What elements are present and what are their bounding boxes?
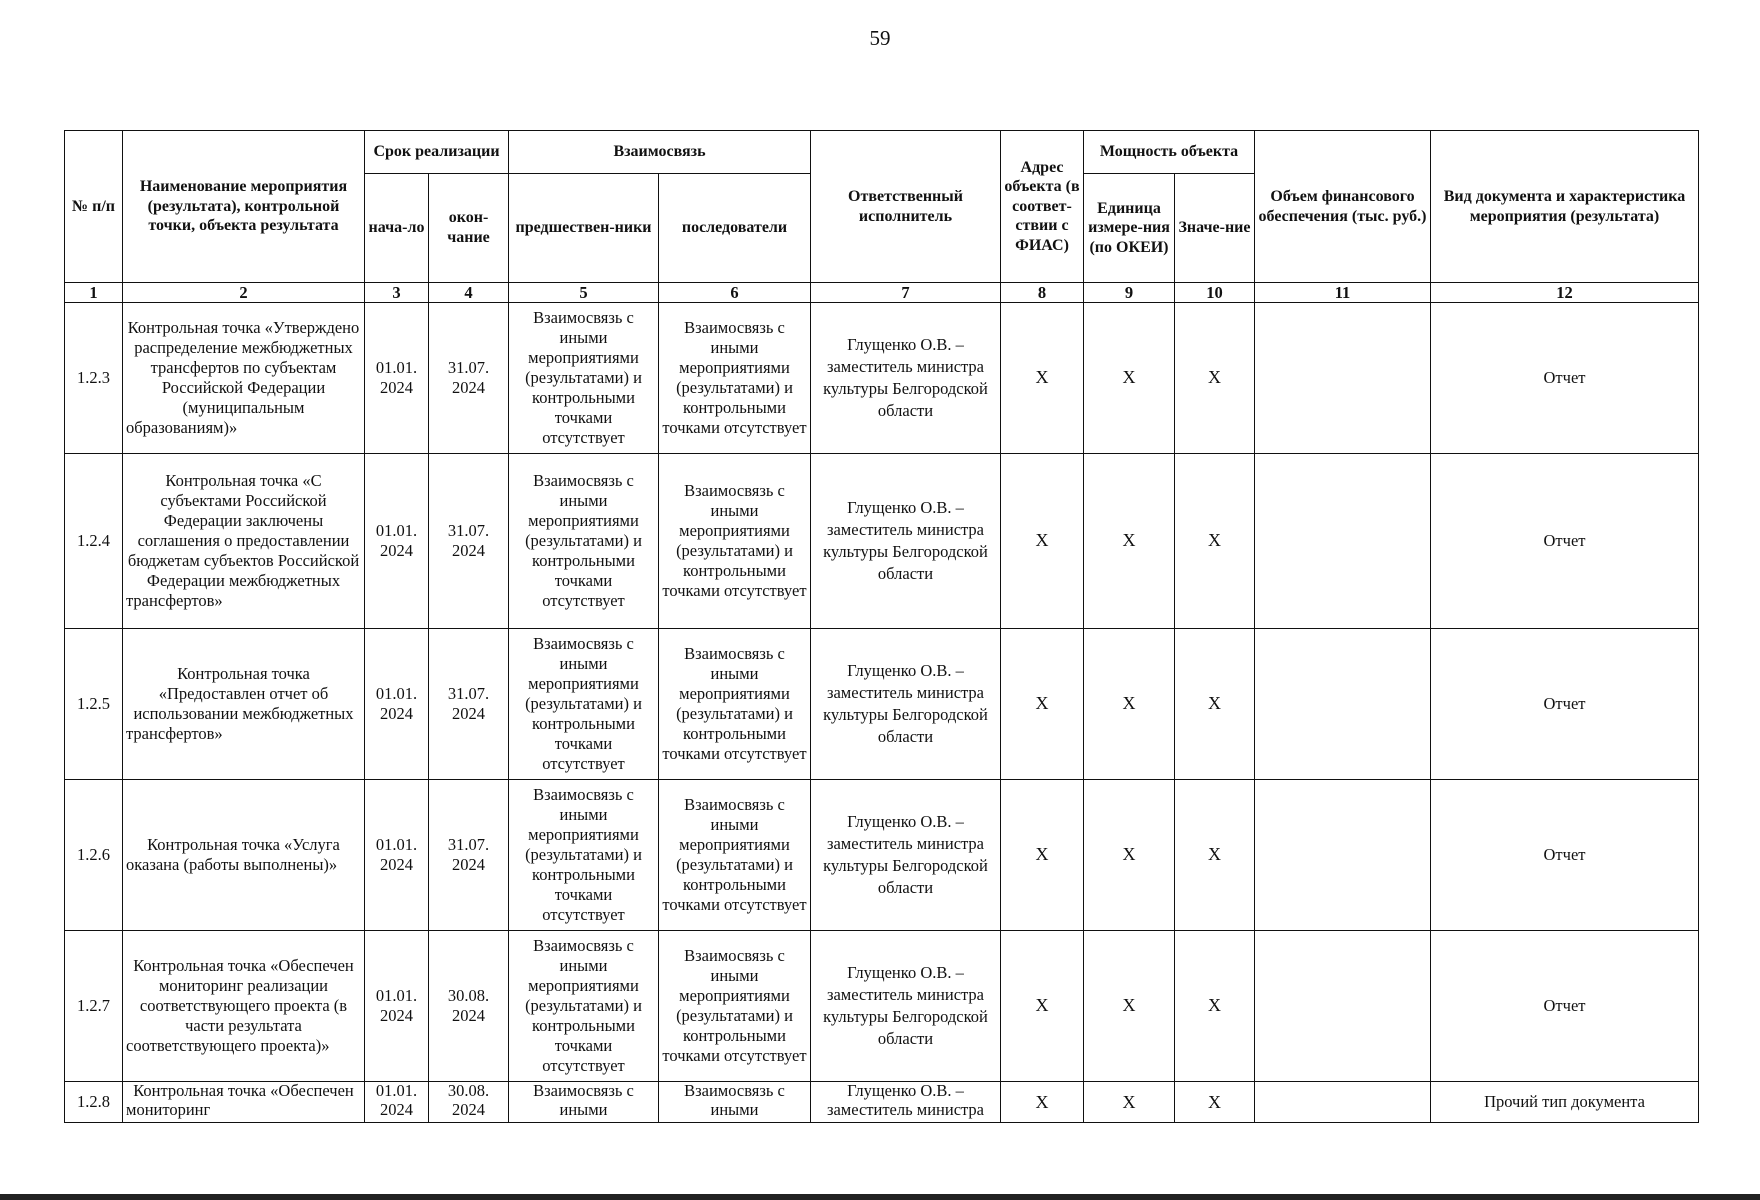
- row-post: Взаимосвязь с иными мероприятиями (результатами) и контрольными точками отсутствует: [659, 303, 811, 454]
- column-number: 6: [659, 283, 811, 303]
- row-post: Взаимосвязь с иными мероприятиями (результатами) и контрольными точками отсутствует: [659, 931, 811, 1082]
- row-addr: X: [1001, 454, 1084, 629]
- row-num: 1.2.3: [65, 303, 123, 454]
- row-end: 31.07. 2024: [429, 629, 509, 780]
- header-value: Значе-ние: [1175, 174, 1255, 283]
- column-number: 8: [1001, 283, 1084, 303]
- column-number: 1: [65, 283, 123, 303]
- table-row: [65, 931, 1699, 1082]
- row-resp: Глущенко О.В. – заместитель министра культуры Белгородской области: [811, 303, 1001, 454]
- row-num: 1.2.6: [65, 780, 123, 931]
- column-number: 2: [123, 283, 365, 303]
- row-resp: Глущенко О.В. – заместитель министра культуры Белгородской области: [811, 454, 1001, 629]
- row-start: 01.01. 2024: [365, 303, 429, 454]
- row-addr: X: [1001, 780, 1084, 931]
- header-resp: Ответственный исполнитель: [811, 131, 1001, 283]
- header-row-top: [65, 131, 1699, 174]
- row-finance: [1255, 629, 1431, 780]
- row-start: 01.01. 2024: [365, 1082, 429, 1123]
- row-unit: X: [1084, 303, 1175, 454]
- row-value: X: [1175, 629, 1255, 780]
- row-end: 31.07. 2024: [429, 303, 509, 454]
- row-end: 31.07. 2024: [429, 454, 509, 629]
- row-finance: [1255, 454, 1431, 629]
- row-unit: X: [1084, 629, 1175, 780]
- row-pred: Взаимосвязь с иными мероприятиями (результатами) и контрольными точками отсутствует: [509, 780, 659, 931]
- column-number: 12: [1431, 283, 1699, 303]
- row-num: 1.2.5: [65, 629, 123, 780]
- row-unit: X: [1084, 454, 1175, 629]
- row-unit: X: [1084, 1082, 1175, 1123]
- row-doc: Отчет: [1431, 454, 1699, 629]
- row-value: X: [1175, 780, 1255, 931]
- row-start: 01.01. 2024: [365, 780, 429, 931]
- column-number-row: [65, 283, 1699, 303]
- row-post: Взаимосвязь с иными мероприятиями (результатами) и контрольными точками отсутствует: [659, 629, 811, 780]
- row-name: Контрольная точка «Обеспечен мониторинг реализации соответствующего проекта (в части результата соответствующего проекта)»: [123, 931, 365, 1082]
- row-pred: Взаимосвязь с иными мероприятиями (результатами) и контрольными точками отсутствует: [509, 303, 659, 454]
- row-num: 1.2.8: [65, 1082, 123, 1123]
- column-number: 3: [365, 283, 429, 303]
- header-finance: Объем финансового обеспечения (тыс. руб.): [1255, 131, 1431, 283]
- table-row: [65, 303, 1699, 454]
- column-number: 4: [429, 283, 509, 303]
- column-number: 9: [1084, 283, 1175, 303]
- row-resp: Глущенко О.В. – заместитель министра: [811, 1082, 1001, 1123]
- row-doc: Отчет: [1431, 780, 1699, 931]
- table-row: [65, 629, 1699, 780]
- row-value: X: [1175, 303, 1255, 454]
- column-number: 11: [1255, 283, 1431, 303]
- table-row: [65, 780, 1699, 931]
- row-value: X: [1175, 931, 1255, 1082]
- row-resp: Глущенко О.В. – заместитель министра культуры Белгородской области: [811, 629, 1001, 780]
- row-name: Контрольная точка «С субъектами Российской Федерации заключены соглашения о предоставлении бюджетам субъектов Российской Федерации межбюджетных трансфертов»: [123, 454, 365, 629]
- row-doc: Отчет: [1431, 303, 1699, 454]
- column-number: 7: [811, 283, 1001, 303]
- plan-table: [64, 130, 1699, 1123]
- page-number: 59: [869, 26, 891, 50]
- row-name: Контрольная точка «Утверждено распределение межбюджетных трансфертов по субъектам Российской Федерации (муниципальным образованиям)»: [123, 303, 365, 454]
- scan-edge-bar: [0, 1194, 1760, 1200]
- header-doc: Вид документа и характеристика мероприятия (результата): [1431, 131, 1699, 283]
- row-unit: X: [1084, 780, 1175, 931]
- header-power: Мощность объекта: [1084, 131, 1255, 174]
- column-number: 5: [509, 283, 659, 303]
- row-name: Контрольная точка «Услуга оказана (работы выполнены)»: [123, 780, 365, 931]
- row-post: Взаимосвязь с иными мероприятиями (результатами) и контрольными точками отсутствует: [659, 454, 811, 629]
- row-resp: Глущенко О.В. – заместитель министра культуры Белгородской области: [811, 931, 1001, 1082]
- row-end: 30.08. 2024: [429, 1082, 509, 1123]
- row-finance: [1255, 780, 1431, 931]
- table-row: [65, 1082, 1699, 1123]
- row-addr: X: [1001, 1082, 1084, 1123]
- row-value: X: [1175, 454, 1255, 629]
- row-name: Контрольная точка «Предоставлен отчет об использовании межбюджетных трансфертов»: [123, 629, 365, 780]
- header-link: Взаимосвязь: [509, 131, 811, 174]
- header-num: № п/п: [65, 131, 123, 283]
- row-doc: Отчет: [1431, 629, 1699, 780]
- row-pred: Взаимосвязь с иными мероприятиями (результатами) и контрольными точками отсутствует: [509, 931, 659, 1082]
- header-name: Наименование мероприятия (результата), контрольной точки, объекта результата: [123, 131, 365, 283]
- row-addr: X: [1001, 629, 1084, 780]
- row-doc: Отчет: [1431, 931, 1699, 1082]
- row-doc: Прочий тип документа: [1431, 1082, 1699, 1123]
- row-post: Взаимосвязь с иными: [659, 1082, 811, 1123]
- row-value: X: [1175, 1082, 1255, 1123]
- row-pred: Взаимосвязь с иными мероприятиями (результатами) и контрольными точками отсутствует: [509, 629, 659, 780]
- header-post: последователи: [659, 174, 811, 283]
- row-finance: [1255, 303, 1431, 454]
- header-unit: Единица измере-ния (по ОКЕИ): [1084, 174, 1175, 283]
- header-pred: предшествен-ники: [509, 174, 659, 283]
- row-end: 30.08. 2024: [429, 931, 509, 1082]
- header-srok: Срок реализации: [365, 131, 509, 174]
- row-name: Контрольная точка «Обеспечен мониторинг: [123, 1082, 365, 1123]
- header-end: окон-чание: [429, 174, 509, 283]
- row-start: 01.01. 2024: [365, 454, 429, 629]
- row-unit: X: [1084, 931, 1175, 1082]
- table-row: [65, 454, 1699, 629]
- row-finance: [1255, 1082, 1431, 1123]
- row-num: 1.2.7: [65, 931, 123, 1082]
- row-pred: Взаимосвязь с иными: [509, 1082, 659, 1123]
- column-number: 10: [1175, 283, 1255, 303]
- row-start: 01.01. 2024: [365, 629, 429, 780]
- row-post: Взаимосвязь с иными мероприятиями (результатами) и контрольными точками отсутствует: [659, 780, 811, 931]
- row-num: 1.2.4: [65, 454, 123, 629]
- row-start: 01.01. 2024: [365, 931, 429, 1082]
- row-end: 31.07. 2024: [429, 780, 509, 931]
- row-addr: X: [1001, 303, 1084, 454]
- row-resp: Глущенко О.В. – заместитель министра культуры Белгородской области: [811, 780, 1001, 931]
- header-start: нача-ло: [365, 174, 429, 283]
- row-pred: Взаимосвязь с иными мероприятиями (результатами) и контрольными точками отсутствует: [509, 454, 659, 629]
- header-addr: Адрес объекта (в соответ-ствии с ФИАС): [1001, 131, 1084, 283]
- row-addr: X: [1001, 931, 1084, 1082]
- row-finance: [1255, 931, 1431, 1082]
